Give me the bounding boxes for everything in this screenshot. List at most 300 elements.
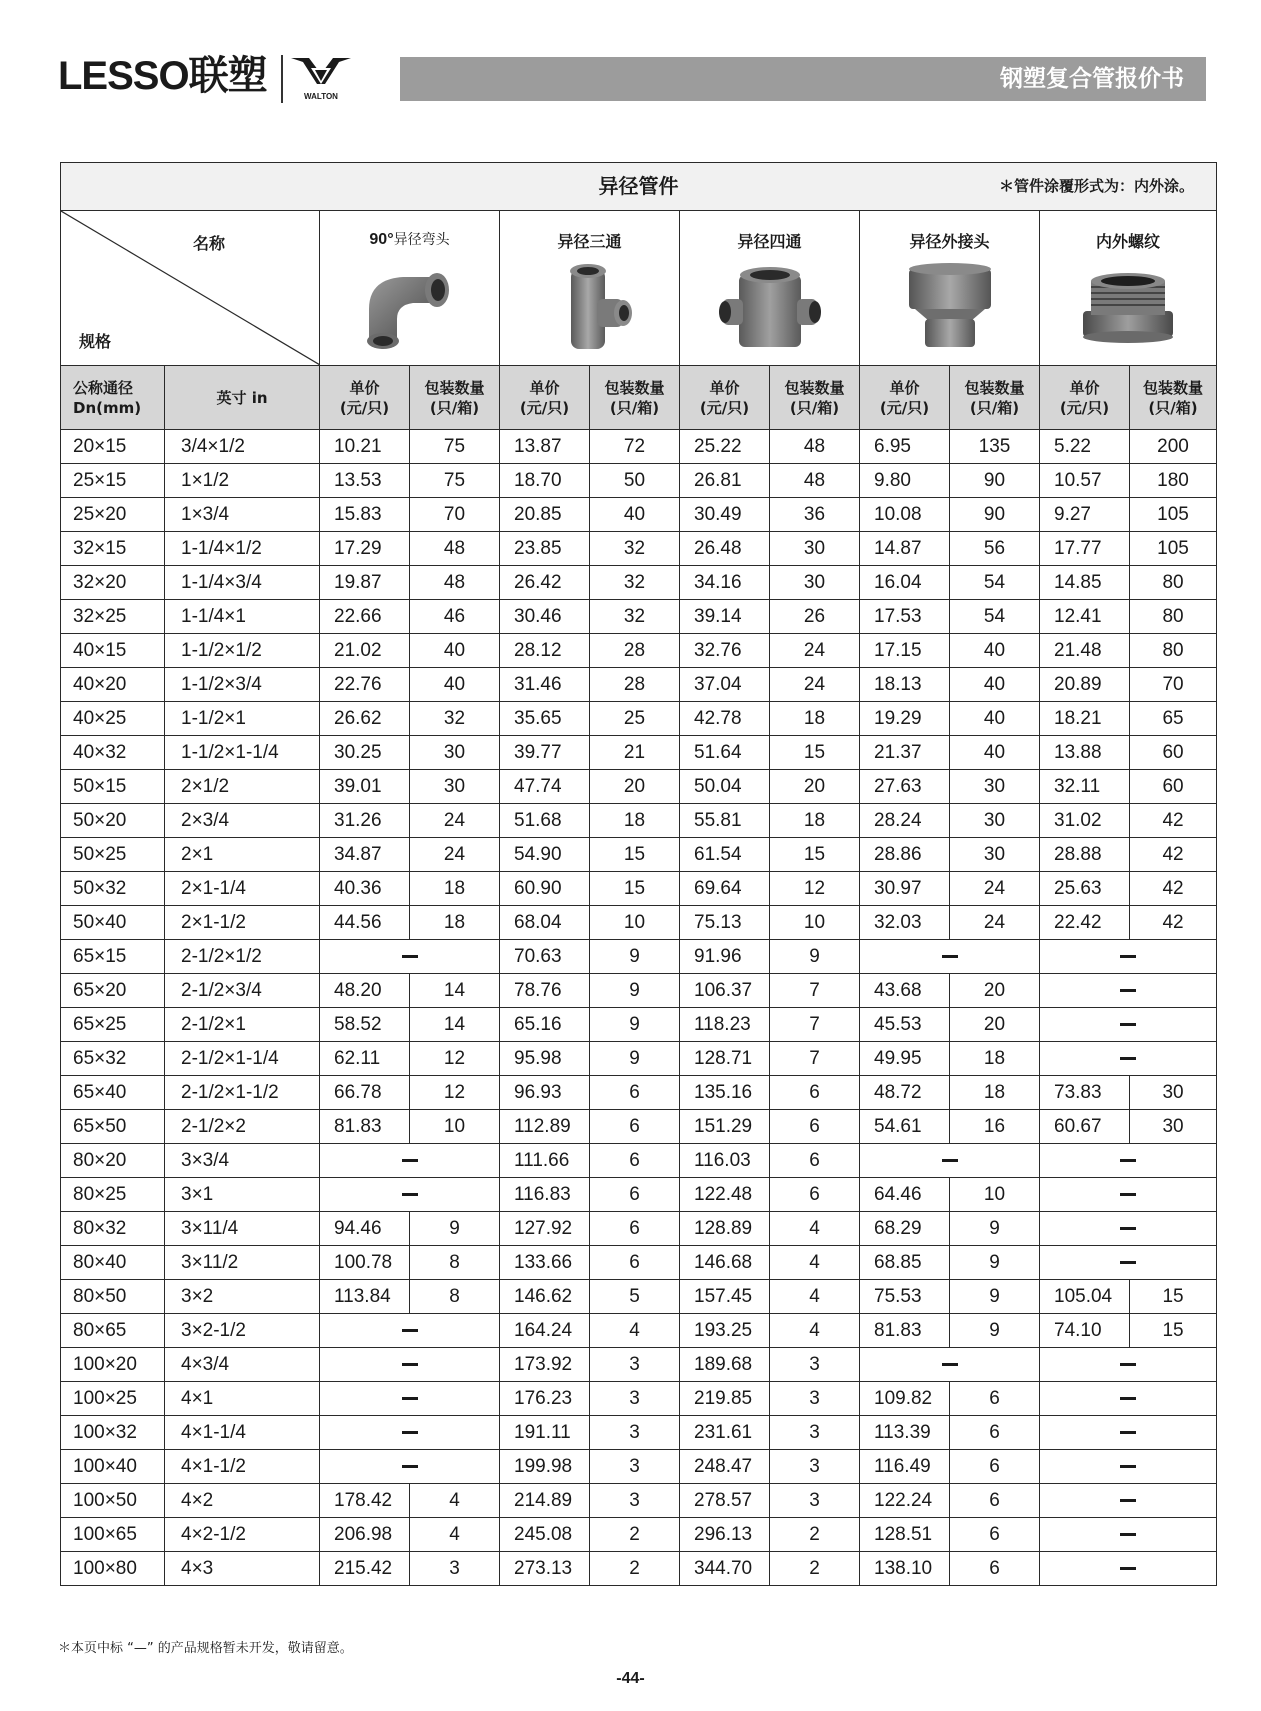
cell-pack: 4 <box>770 1246 860 1280</box>
table-row <box>61 770 1217 804</box>
table-row <box>61 464 1217 498</box>
cell-inch: 4×1 <box>165 1382 320 1416</box>
cell-price: 20.89 <box>1040 668 1130 702</box>
product-elbow <box>320 211 500 366</box>
cell-pack: 8 <box>410 1246 500 1280</box>
cell-inch: 4×1-1/2 <box>165 1450 320 1484</box>
cell-price: 49.95 <box>860 1042 950 1076</box>
cell-inch: 2×3/4 <box>165 804 320 838</box>
table-row <box>61 430 1217 464</box>
cell-price: 10.21 <box>320 430 410 464</box>
cell-pack: 7 <box>770 974 860 1008</box>
dash-mark <box>1120 1193 1136 1196</box>
cell-price: 5.22 <box>1040 430 1130 464</box>
table-row <box>61 838 1217 872</box>
cell-dn: 80×65 <box>61 1314 165 1348</box>
cell-price: 45.53 <box>860 1008 950 1042</box>
cell-pack: 3 <box>410 1552 500 1586</box>
cell-dn: 40×20 <box>61 668 165 702</box>
cell-price: 296.13 <box>680 1518 770 1552</box>
cell-price: 116.03 <box>680 1144 770 1178</box>
cell-not-available <box>320 1450 500 1484</box>
cell-pack: 6 <box>590 1246 680 1280</box>
dash-mark <box>1120 955 1136 958</box>
pack-label: 包装数量 <box>424 378 485 397</box>
cell-dn: 25×20 <box>61 498 165 532</box>
cell-pack: 4 <box>410 1484 500 1518</box>
cell-price: 16.04 <box>860 566 950 600</box>
cell-pack: 80 <box>1130 600 1217 634</box>
cell-price: 100.78 <box>320 1246 410 1280</box>
cell-pack: 6 <box>950 1416 1040 1450</box>
pack-unit: (只/箱) <box>789 398 840 417</box>
dash-mark <box>402 1465 418 1468</box>
table-title-row <box>61 163 1217 211</box>
cell-inch: 4×3/4 <box>165 1348 320 1382</box>
cell-price: 37.04 <box>680 668 770 702</box>
cell-price: 28.86 <box>860 838 950 872</box>
cell-price: 68.04 <box>500 906 590 940</box>
dash-mark <box>402 955 418 958</box>
cell-pack: 72 <box>590 430 680 464</box>
cell-not-available <box>1040 1348 1217 1382</box>
cell-price: 199.98 <box>500 1450 590 1484</box>
cell-price: 30.97 <box>860 872 950 906</box>
name-label: 名称 <box>193 234 226 253</box>
cell-pack: 26 <box>770 600 860 634</box>
table-row <box>61 668 1217 702</box>
cell-pack: 24 <box>770 634 860 668</box>
cell-pack: 135 <box>950 430 1040 464</box>
cell-price: 26.48 <box>680 532 770 566</box>
table-row <box>61 1382 1217 1416</box>
cell-price: 51.68 <box>500 804 590 838</box>
cell-pack: 18 <box>590 804 680 838</box>
cell-not-available <box>1040 1416 1217 1450</box>
pack-unit: (只/箱) <box>1148 398 1198 417</box>
cell-dn: 40×15 <box>61 634 165 668</box>
cell-pack: 18 <box>950 1042 1040 1076</box>
cell-price: 21.37 <box>860 736 950 770</box>
product-name-elbow: 异径弯头 <box>393 232 450 248</box>
cell-pack: 3 <box>770 1450 860 1484</box>
pack-label: 包装数量 <box>964 378 1025 397</box>
cell-pack: 12 <box>770 872 860 906</box>
cell-price: 10.08 <box>860 498 950 532</box>
cell-price: 138.10 <box>860 1552 950 1586</box>
cell-not-available <box>320 1416 500 1450</box>
cell-pack: 9 <box>410 1212 500 1246</box>
cell-price: 178.42 <box>320 1484 410 1518</box>
cell-inch: 2×1/2 <box>165 770 320 804</box>
col-price-header <box>500 366 590 430</box>
cell-price: 111.66 <box>500 1144 590 1178</box>
cell-price: 54.61 <box>860 1110 950 1144</box>
cell-inch: 3×11/4 <box>165 1212 320 1246</box>
cell-price: 17.77 <box>1040 532 1130 566</box>
cell-inch: 3×2-1/2 <box>165 1314 320 1348</box>
page-number: -44- <box>616 1670 645 1687</box>
cell-inch: 1-1/2×1/2 <box>165 634 320 668</box>
cell-inch: 4×3 <box>165 1552 320 1586</box>
cell-price: 39.14 <box>680 600 770 634</box>
cell-price: 118.23 <box>680 1008 770 1042</box>
cell-pack: 9 <box>590 940 680 974</box>
cell-not-available <box>1040 974 1217 1008</box>
cell-not-available <box>1040 1450 1217 1484</box>
cell-pack: 2 <box>770 1518 860 1552</box>
cell-not-available <box>1040 1144 1217 1178</box>
cell-pack: 2 <box>590 1518 680 1552</box>
table-row <box>61 702 1217 736</box>
cell-inch: 3/4×1/2 <box>165 430 320 464</box>
elbow-angle: 90° <box>369 231 394 248</box>
cell-price: 122.24 <box>860 1484 950 1518</box>
table-row <box>61 1144 1217 1178</box>
cell-pack: 12 <box>410 1042 500 1076</box>
cell-inch: 1-1/2×1-1/4 <box>165 736 320 770</box>
cell-price: 81.83 <box>320 1110 410 1144</box>
cell-not-available <box>320 1178 500 1212</box>
cell-pack: 32 <box>590 532 680 566</box>
cell-price: 13.87 <box>500 430 590 464</box>
table-row <box>61 1416 1217 1450</box>
cell-not-available <box>1040 1518 1217 1552</box>
cell-pack: 9 <box>950 1280 1040 1314</box>
cell-pack: 30 <box>950 770 1040 804</box>
cell-pack: 6 <box>590 1110 680 1144</box>
cell-pack: 15 <box>590 872 680 906</box>
cell-pack: 3 <box>590 1450 680 1484</box>
cell-price: 273.13 <box>500 1552 590 1586</box>
cell-pack: 46 <box>410 600 500 634</box>
table-row <box>61 1110 1217 1144</box>
pack-label: 包装数量 <box>1143 378 1204 397</box>
table-row <box>61 804 1217 838</box>
cell-pack: 30 <box>950 804 1040 838</box>
price-label: 单价 <box>529 378 560 397</box>
cell-pack: 6 <box>950 1518 1040 1552</box>
cell-price: 14.85 <box>1040 566 1130 600</box>
cell-pack: 25 <box>590 702 680 736</box>
cell-not-available <box>1040 1246 1217 1280</box>
dash-mark <box>1120 1227 1136 1230</box>
cell-pack: 9 <box>590 974 680 1008</box>
cell-price: 51.64 <box>680 736 770 770</box>
cell-pack: 30 <box>770 532 860 566</box>
cell-pack: 20 <box>950 974 1040 1008</box>
cell-dn: 80×32 <box>61 1212 165 1246</box>
cell-pack: 40 <box>410 668 500 702</box>
cell-price: 128.89 <box>680 1212 770 1246</box>
cell-pack: 15 <box>770 838 860 872</box>
cell-dn: 65×25 <box>61 1008 165 1042</box>
cell-price: 81.83 <box>860 1314 950 1348</box>
cell-inch: 3×2 <box>165 1280 320 1314</box>
col-pack-header <box>770 366 860 430</box>
cell-pack: 28 <box>590 634 680 668</box>
cell-not-available <box>860 940 1040 974</box>
cell-price: 26.42 <box>500 566 590 600</box>
cell-price: 66.78 <box>320 1076 410 1110</box>
price-unit: (元/只) <box>519 398 570 417</box>
cell-price: 31.26 <box>320 804 410 838</box>
cell-price: 6.95 <box>860 430 950 464</box>
cell-not-available <box>860 1348 1040 1382</box>
cell-price: 21.48 <box>1040 634 1130 668</box>
cell-price: 189.68 <box>680 1348 770 1382</box>
cell-dn: 50×25 <box>61 838 165 872</box>
cell-price: 26.81 <box>680 464 770 498</box>
cell-pack: 90 <box>950 498 1040 532</box>
cell-pack: 80 <box>1130 566 1217 600</box>
cell-price: 91.96 <box>680 940 770 974</box>
page-header <box>0 0 1261 120</box>
cell-price: 176.23 <box>500 1382 590 1416</box>
cell-pack: 6 <box>770 1076 860 1110</box>
cell-price: 75.53 <box>860 1280 950 1314</box>
cell-not-available <box>1040 1212 1217 1246</box>
pack-unit: (只/箱) <box>609 398 660 417</box>
cell-price: 50.04 <box>680 770 770 804</box>
cell-dn: 65×20 <box>61 974 165 1008</box>
dash-mark <box>1120 1159 1136 1162</box>
dash-mark <box>402 1363 418 1366</box>
dash-mark <box>1120 989 1136 992</box>
logo-divider <box>281 55 283 103</box>
table-row <box>61 498 1217 532</box>
pack-label: 包装数量 <box>604 378 665 397</box>
table-row <box>61 1518 1217 1552</box>
table-row <box>61 1008 1217 1042</box>
cell-not-available <box>320 1382 500 1416</box>
cell-pack: 24 <box>950 906 1040 940</box>
cell-price: 206.98 <box>320 1518 410 1552</box>
cell-pack: 3 <box>590 1484 680 1518</box>
cell-price: 12.41 <box>1040 600 1130 634</box>
cell-pack: 42 <box>1130 838 1217 872</box>
cell-price: 28.12 <box>500 634 590 668</box>
cell-price: 214.89 <box>500 1484 590 1518</box>
cell-pack: 40 <box>590 498 680 532</box>
cell-pack: 3 <box>770 1348 860 1382</box>
cell-pack: 90 <box>950 464 1040 498</box>
cell-price: 219.85 <box>680 1382 770 1416</box>
cell-price: 13.53 <box>320 464 410 498</box>
cell-dn: 100×50 <box>61 1484 165 1518</box>
cell-pack: 6 <box>950 1450 1040 1484</box>
cell-dn: 50×40 <box>61 906 165 940</box>
cell-price: 68.29 <box>860 1212 950 1246</box>
cell-pack: 12 <box>410 1076 500 1110</box>
table-row <box>61 600 1217 634</box>
cell-pack: 2 <box>590 1552 680 1586</box>
cell-dn: 32×25 <box>61 600 165 634</box>
pack-unit: (只/箱) <box>969 398 1020 417</box>
cell-price: 128.71 <box>680 1042 770 1076</box>
cell-pack: 15 <box>1130 1314 1217 1348</box>
table-row <box>61 1246 1217 1280</box>
cell-pack: 3 <box>590 1416 680 1450</box>
table-row <box>61 1076 1217 1110</box>
cell-price: 116.83 <box>500 1178 590 1212</box>
cell-price: 48.72 <box>860 1076 950 1110</box>
cell-price: 157.45 <box>680 1280 770 1314</box>
cell-price: 193.25 <box>680 1314 770 1348</box>
dash-mark <box>1120 1023 1136 1026</box>
cell-price: 164.24 <box>500 1314 590 1348</box>
table-row <box>61 1042 1217 1076</box>
cell-pack: 4 <box>590 1314 680 1348</box>
cell-price: 42.78 <box>680 702 770 736</box>
cell-price: 19.87 <box>320 566 410 600</box>
cell-pack: 14 <box>410 1008 500 1042</box>
cell-price: 278.57 <box>680 1484 770 1518</box>
cell-pack: 3 <box>770 1416 860 1450</box>
product-bushing <box>1040 211 1217 366</box>
cell-pack: 30 <box>410 770 500 804</box>
pack-label: 包装数量 <box>784 378 845 397</box>
cell-price: 128.51 <box>860 1518 950 1552</box>
cell-not-available <box>1040 1552 1217 1586</box>
cell-price: 22.66 <box>320 600 410 634</box>
dash-mark <box>942 1363 958 1366</box>
price-table <box>60 162 1217 1586</box>
table-row <box>61 1212 1217 1246</box>
cell-dn: 65×15 <box>61 940 165 974</box>
cell-pack: 7 <box>770 1042 860 1076</box>
col-pack-header <box>410 366 500 430</box>
cell-pack: 18 <box>410 872 500 906</box>
col-pack-header <box>1130 366 1217 430</box>
cell-price: 70.63 <box>500 940 590 974</box>
cell-inch: 2×1-1/2 <box>165 906 320 940</box>
cell-price: 43.68 <box>860 974 950 1008</box>
cell-pack: 48 <box>410 566 500 600</box>
cell-price: 64.46 <box>860 1178 950 1212</box>
cell-pack: 6 <box>590 1076 680 1110</box>
cell-not-available <box>1040 1042 1217 1076</box>
cell-price: 20.85 <box>500 498 590 532</box>
col-dn-label: 公称通径 <box>73 378 134 397</box>
dash-mark <box>1120 1431 1136 1434</box>
cell-price: 69.64 <box>680 872 770 906</box>
cell-price: 146.68 <box>680 1246 770 1280</box>
cell-pack: 54 <box>950 600 1040 634</box>
cell-pack: 18 <box>770 702 860 736</box>
cell-price: 94.46 <box>320 1212 410 1246</box>
cell-price: 18.13 <box>860 668 950 702</box>
dash-mark <box>402 1431 418 1434</box>
cell-pack: 105 <box>1130 532 1217 566</box>
cell-pack: 6 <box>770 1110 860 1144</box>
dash-mark <box>402 1193 418 1196</box>
price-unit: (元/只) <box>1059 398 1110 417</box>
cell-price: 44.56 <box>320 906 410 940</box>
dash-mark <box>1120 1499 1136 1502</box>
cell-price: 40.36 <box>320 872 410 906</box>
cell-not-available <box>1040 1178 1217 1212</box>
cell-price: 31.02 <box>1040 804 1130 838</box>
cell-price: 344.70 <box>680 1552 770 1586</box>
cell-inch: 1-1/4×3/4 <box>165 566 320 600</box>
cell-pack: 42 <box>1130 906 1217 940</box>
cell-price: 61.54 <box>680 838 770 872</box>
cell-price: 14.87 <box>860 532 950 566</box>
cell-dn: 80×25 <box>61 1178 165 1212</box>
cell-price: 135.16 <box>680 1076 770 1110</box>
product-row <box>61 211 1217 366</box>
reducing-coupling-icon <box>895 259 1005 355</box>
table-row <box>61 532 1217 566</box>
cell-pack: 42 <box>1130 804 1217 838</box>
cell-not-available <box>320 940 500 974</box>
cell-pack: 30 <box>1130 1110 1217 1144</box>
walton-label: WALTON <box>304 92 338 101</box>
cell-price: 13.88 <box>1040 736 1130 770</box>
cell-pack: 56 <box>950 532 1040 566</box>
cell-pack: 3 <box>590 1382 680 1416</box>
cell-pack: 15 <box>1130 1280 1217 1314</box>
dash-mark <box>1120 1057 1136 1060</box>
cell-pack: 15 <box>590 838 680 872</box>
cell-pack: 3 <box>770 1382 860 1416</box>
cell-pack: 48 <box>770 464 860 498</box>
product-tee <box>500 211 680 366</box>
cell-pack: 6 <box>950 1552 1040 1586</box>
cell-inch: 3×3/4 <box>165 1144 320 1178</box>
cell-pack: 9 <box>770 940 860 974</box>
cell-dn: 32×15 <box>61 532 165 566</box>
price-label: 单价 <box>1069 378 1100 397</box>
cell-price: 112.89 <box>500 1110 590 1144</box>
dash-mark <box>402 1329 418 1332</box>
reducing-tee-icon <box>535 259 645 355</box>
cell-pack: 60 <box>1130 736 1217 770</box>
cell-pack: 3 <box>590 1348 680 1382</box>
cell-not-available <box>320 1144 500 1178</box>
cell-price: 146.62 <box>500 1280 590 1314</box>
cell-pack: 60 <box>1130 770 1217 804</box>
cell-dn: 32×20 <box>61 566 165 600</box>
cell-price: 65.16 <box>500 1008 590 1042</box>
cell-price: 21.02 <box>320 634 410 668</box>
cell-price: 25.22 <box>680 430 770 464</box>
cell-pack: 105 <box>1130 498 1217 532</box>
footnote: ＊本页中标 “—” 的产品规格暂未开发，敬请留意。 <box>58 1641 353 1656</box>
cell-pack: 40 <box>950 702 1040 736</box>
dash-mark <box>1120 1533 1136 1536</box>
cell-dn: 100×20 <box>61 1348 165 1382</box>
cell-price: 32.11 <box>1040 770 1130 804</box>
cell-pack: 48 <box>770 430 860 464</box>
dash-mark <box>402 1397 418 1400</box>
cell-price: 151.29 <box>680 1110 770 1144</box>
cell-pack: 18 <box>770 804 860 838</box>
cell-price: 27.63 <box>860 770 950 804</box>
cell-pack: 30 <box>770 566 860 600</box>
cell-price: 34.87 <box>320 838 410 872</box>
cell-price: 215.42 <box>320 1552 410 1586</box>
cell-pack: 9 <box>950 1212 1040 1246</box>
cell-price: 113.39 <box>860 1416 950 1450</box>
cell-inch: 3×1 <box>165 1178 320 1212</box>
col-price-header <box>680 366 770 430</box>
cell-pack: 9 <box>950 1314 1040 1348</box>
product-name-tee: 异径三通 <box>557 232 622 251</box>
cell-dn: 25×15 <box>61 464 165 498</box>
price-unit: (元/只) <box>699 398 750 417</box>
